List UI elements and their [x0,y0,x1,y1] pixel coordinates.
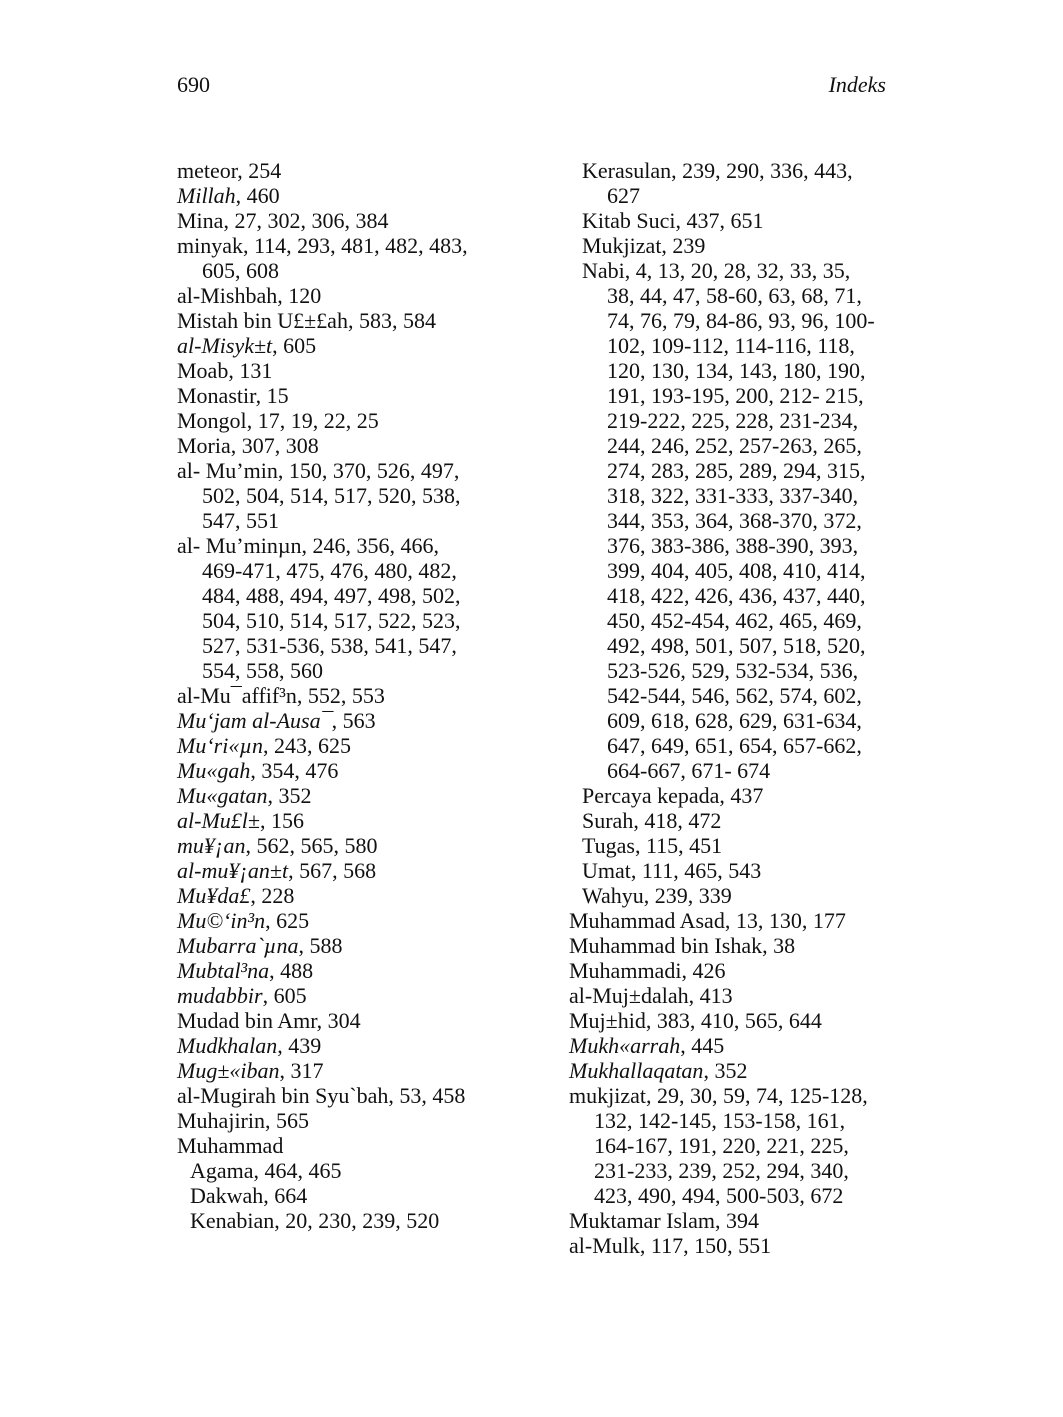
index-subentry-continuation: 120, 130, 134, 143, 180, 190, [607,358,866,383]
index-entry [569,908,899,933]
index-term: al-Mu£l± [177,808,260,833]
index-entry [569,1233,899,1258]
index-continuation: 469-471, 475, 476, 480, 482, [202,558,457,583]
index-entry [177,1033,537,1058]
index-page-refs: , 354, 476 [250,758,339,783]
index-page-refs: , 13, 130, 177 [724,908,846,933]
index-term: al-Mugirah bin Syu`bah [177,1083,389,1108]
index-entry [177,233,537,258]
index-page-refs: , 562, 565, 580 [245,833,378,858]
index-page-refs: , 246, 356, 466, [301,533,439,558]
index-page-refs: , 460 [235,183,280,208]
index-page-refs: , 439 [277,1033,322,1058]
index-term: al-mu¥¡an±t [177,858,289,883]
index-continuation: 605, 608 [202,258,279,283]
index-subentry-continuation: 219-222, 225, 228, 231-234, [607,408,859,433]
index-term: Muhammad Asad [569,908,725,933]
index-page-refs: , 625 [265,908,310,933]
index-term: minyak [177,233,243,258]
index-page-refs: , 38 [762,933,796,958]
index-entry [569,1008,899,1033]
index-subentry-continuation: 74, 76, 79, 84-86, 93, 96, 100- [607,308,875,333]
index-page-refs: , 156 [259,808,304,833]
index-page-refs: , 53, 458 [388,1083,466,1108]
index-page-refs: , 552, 553 [296,683,385,708]
index-subentry-continuation: 244, 246, 252, 257-263, 265, [607,433,862,458]
index-term: Mubtal³na [177,958,270,983]
index-term: Mukhallaqatan [569,1058,704,1083]
index-page-refs: , 317 [279,1058,324,1083]
index-subentry-continuation: 609, 618, 628, 629, 631-634, [607,708,862,733]
index-subentry-continuation: 627 [607,183,640,208]
index-continuation: 231-233, 239, 252, 294, 340, [594,1158,849,1183]
index-page-refs: , 605 [262,983,307,1008]
index-subentry-continuation: 191, 193-195, 200, 212- 215, [607,383,864,408]
index-subentry-continuation: 274, 283, 285, 289, 294, 315, [607,458,866,483]
index-entry [569,933,899,958]
index-subentry-continuation: 542-544, 546, 562, 574, 602, [607,683,862,708]
index-entry [177,1058,537,1083]
index-term: Mongol [177,408,247,433]
index-term: Muhammad [177,1133,284,1158]
index-term: Muhammadi [569,958,682,983]
index-subentry-continuation: 647, 649, 651, 654, 657-662, [607,733,862,758]
index-term: al- Mu’min [177,458,278,483]
index-continuation: 547, 551 [202,508,279,533]
index-entry [177,883,537,908]
index-subentry: Wahyu, 239, 339 [582,883,732,908]
index-subentry-continuation: 418, 422, 426, 436, 437, 440, [607,583,866,608]
index-page-refs: , 243, 625 [263,733,352,758]
index-page-refs: , 565 [265,1108,309,1133]
page-header [177,72,886,104]
index-term: Mu‘ri«µn [177,733,264,758]
index-term: Moria [177,433,231,458]
index-page-refs: , 352 [703,1058,748,1083]
index-page-refs: , 15 [255,383,289,408]
index-page-refs: , 29, 30, 59, 74, 125-128, [645,1083,868,1108]
index-continuation: 132, 142-145, 153-158, 161, [594,1108,846,1133]
index-term: mu¥¡an [177,833,246,858]
index-term: Mu¥da£ [177,883,251,908]
index-column-left [177,158,537,1233]
index-page-refs: , 254 [237,158,282,183]
index-subentry: Percaya kepada, 437 [582,783,764,808]
index-page-refs: , 588 [298,933,343,958]
index-page-refs: , 426 [681,958,726,983]
index-subentry-continuation: 450, 452-454, 462, 465, 469, [607,608,862,633]
index-term: al-Mulk [569,1233,640,1258]
index-continuation: 164-167, 191, 220, 221, 225, [594,1133,849,1158]
index-continuation: 554, 558, 560 [202,658,323,683]
index-page-refs: , 605 [272,333,317,358]
index-entry [569,1033,899,1058]
index-entry [569,1058,899,1083]
index-entry [569,958,899,983]
index-subentry-continuation: 523-526, 529, 532-534, 536, [607,658,859,683]
index-subentry: Tugas, 115, 451 [582,833,723,858]
index-entry [177,1108,537,1133]
index-page-refs: , 150, 370, 526, 497, [277,458,460,483]
running-title: Indeks [828,72,886,97]
index-page-refs: , 383, 410, 565, 644 [645,1008,822,1033]
index-page-refs: , 17, 19, 22, 25 [246,408,379,433]
index-page-refs: , 567, 568 [288,858,377,883]
index-entry [177,308,537,333]
index-term: Moab [177,358,229,383]
index-subentry-continuation: 399, 404, 405, 408, 410, 414, [607,558,866,583]
index-page-refs: , 352 [267,783,312,808]
index-term: al-Misyk±t [177,333,273,358]
index-entry [177,383,537,408]
index-term: al- Mu’minµn [177,533,302,558]
index-continuation: 502, 504, 514, 517, 520, 538, [202,483,461,508]
index-page-refs: , 488 [269,958,314,983]
index-page-refs: , 27, 302, 306, 384 [223,208,389,233]
index-term: Muhammad bin Ishak [569,933,763,958]
index-page-refs: , 117, 150, 551 [639,1233,772,1258]
index-entry [177,858,537,883]
index-page-refs: , 583, 584 [347,308,436,333]
page-number: 690 [177,72,210,97]
index-term: Monastir [177,383,256,408]
index-subentry: Kitab Suci, 437, 651 [582,208,764,233]
index-entry [177,1083,537,1108]
index-subentry: Kerasulan, 239, 290, 336, 443, [582,158,853,183]
index-subentry: Agama, 464, 465 [190,1158,342,1183]
index-page-refs: , 394 [715,1208,760,1233]
index-subentry-continuation: 38, 44, 47, 58-60, 63, 68, 71, [607,283,862,308]
index-term: mukjizat [569,1083,646,1108]
index-continuation: 504, 510, 514, 517, 522, 523, [202,608,461,633]
index-subentry-continuation: 344, 353, 364, 368-370, 372, [607,508,862,533]
index-term: Mug±«iban [177,1058,280,1083]
index-entry [177,733,537,758]
index-entry [177,208,537,233]
index-entry [177,708,537,733]
index-subentry: Umat, 111, 465, 543 [582,858,762,883]
index-entry [177,1133,537,1158]
index-entry [177,158,537,183]
index-continuation: 527, 531-536, 538, 541, 547, [202,633,457,658]
index-subentry-continuation: 102, 109-112, 114-116, 118, [607,333,855,358]
index-page-refs: , 228 [250,883,295,908]
index-entry [569,1083,899,1108]
index-term: Mubarra`µna [177,933,299,958]
index-entry [177,408,537,433]
index-subentry-continuation: 664-667, 671- 674 [607,758,771,783]
index-entry [177,958,537,983]
index-subentry-continuation: 492, 498, 501, 507, 518, 520, [607,633,866,658]
index-entry [569,983,899,1008]
index-entry [177,983,537,1008]
index-term: meteor [177,158,238,183]
index-subentry: Dakwah, 664 [190,1183,308,1208]
index-entry [177,433,537,458]
index-entry [177,908,537,933]
index-entry [177,683,537,708]
index-entry [177,533,537,558]
index-term: Mu«gatan [177,783,268,808]
index-term: Mu©‘in³n [177,908,266,933]
index-term: al-Mishbah [177,283,278,308]
index-term: Mu«gah [177,758,251,783]
index-page-refs: , 304 [316,1008,361,1033]
index-subentry-continuation: 376, 383-386, 388-390, 393, [607,533,859,558]
index-subentry: Mukjizat, 239 [582,233,706,258]
index-entry [177,1008,537,1033]
index-entry [177,783,537,808]
index-term: Mukh«arrah [569,1033,681,1058]
index-entry [177,758,537,783]
index-entry [177,808,537,833]
index-term: Mudkhalan [177,1033,278,1058]
index-term: Mina [177,208,224,233]
index-entry [177,358,537,383]
index-entry [177,833,537,858]
index-subentry: Surah, 418, 472 [582,808,722,833]
index-term: Millah [177,183,236,208]
index-term: Muktamar Islam [569,1208,716,1233]
index-continuation: 484, 488, 494, 497, 498, 502, [202,583,461,608]
index-entry [177,933,537,958]
index-entry [569,1208,899,1233]
index-entry [177,283,537,308]
index-page-refs: , 131 [228,358,273,383]
index-subentry: Nabi, 4, 13, 20, 28, 32, 33, 35, [582,258,851,283]
index-subentry-continuation: 318, 322, 331-333, 337-340, [607,483,859,508]
index-page-refs: , 563 [331,708,376,733]
index-term: Mistah bin U£±£ah [177,308,348,333]
index-term: Mu‘jam al-Ausa¯ [177,708,332,733]
index-term: Muhajirin [177,1108,265,1133]
index-entry [177,333,537,358]
index-page-refs: , 413 [688,983,733,1008]
index-page-refs: , 307, 308 [230,433,319,458]
index-page-refs: , 445 [680,1033,725,1058]
index-continuation: 423, 490, 494, 500-503, 672 [594,1183,844,1208]
index-page-refs: , 120 [277,283,322,308]
index-subentry: Kenabian, 20, 230, 239, 520 [190,1208,440,1233]
index-term: al-Muj±dalah [569,983,689,1008]
index-page-refs: , 114, 293, 481, 482, 483, [243,233,468,258]
index-term: Muj±hid [569,1008,646,1033]
index-entry [177,458,537,483]
index-entry [177,183,537,208]
index-term: Mudad bin Amr [177,1008,317,1033]
index-column-right [569,158,899,1258]
index-term: mudabbir [177,983,263,1008]
index-term: al-Mu¯affif³n [177,683,297,708]
